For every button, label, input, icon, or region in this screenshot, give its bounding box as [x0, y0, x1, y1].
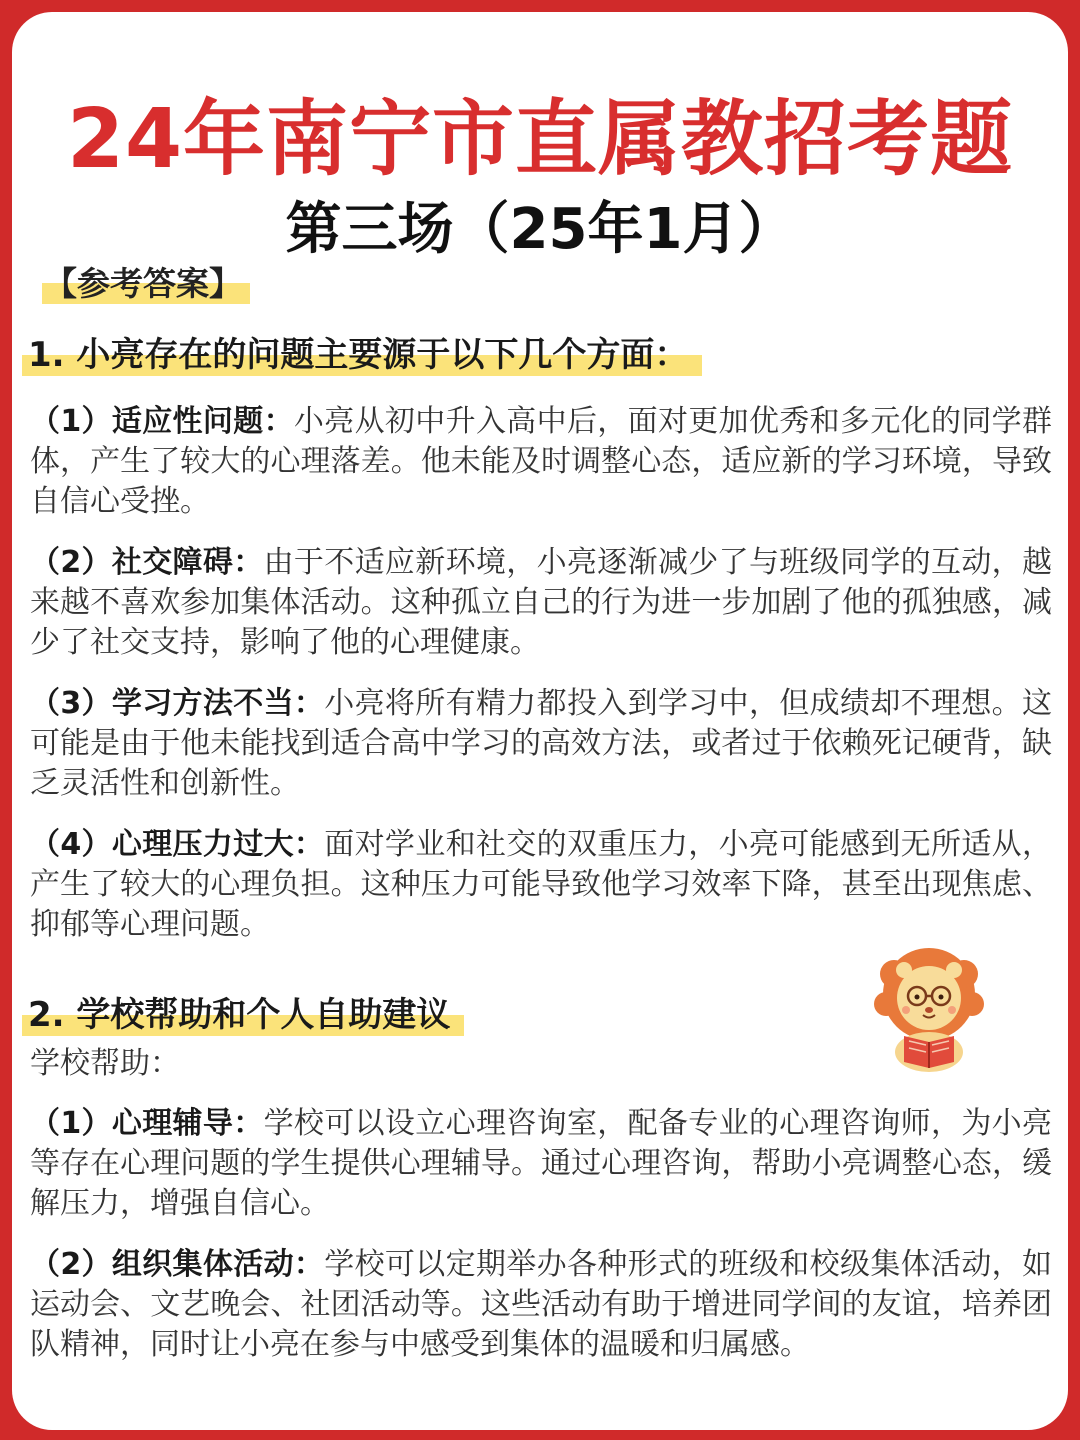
section-1-item-3: [30, 684, 1052, 804]
item-text: 学校可以设立心理咨询室，配备专业的心理咨询师，为小亮等存在心理问题的学生提供心理辅导。通过心理咨询，帮助小亮调整心态，缓解压力，增强自信心。: [30, 1106, 1053, 1221]
item-text: 小亮从初中升入高中后，面对更加优秀和多元化的同学群体，产生了较大的心理落差。他未能及时调整心态，适应新的学习环境，导致自信心受挫。: [30, 404, 1053, 519]
section-1-heading: 1. 小亮存在的问题主要源于以下几个方面：: [22, 330, 702, 380]
reference-answer-tag: 【参考答案】: [42, 260, 250, 308]
section-1-item-2: [30, 543, 1052, 663]
item-text: 学校可以定期举办各种形式的班级和校级集体活动，如运动会、文艺晚会、社团活动等。这些活动有助于增进同学间的友谊，培养团队精神，同时让小亮在参与中感受到集体的温暖和归属感。: [30, 1247, 1053, 1362]
item-lead: （2）社交障碍：: [30, 545, 264, 580]
school-help-intro: 学校帮助：: [30, 1046, 180, 1081]
item-lead: （3）学习方法不当：: [30, 686, 325, 721]
item-text: 由于不适应新环境，小亮逐渐减少了与班级同学的互动，越来越不喜欢参加集体活动。这种孤立自己的行为进一步加剧了他的孤独感，减少了社交支持，影响了他的心理健康。: [30, 545, 1053, 660]
content-card: [12, 12, 1068, 1430]
item-lead: （1）心理辅导：: [30, 1106, 264, 1141]
page-subtitle: 第三场（25年1月）: [285, 197, 795, 262]
section-2-item-1: [30, 1104, 1052, 1224]
section-1-item-4: [30, 825, 1052, 945]
item-text: 小亮将所有精力都投入到学习中，但成绩却不理想。这可能是由于他未能找到适合高中学习的高效方法，或者过于依赖死记硬背，缺乏灵活性和创新性。: [30, 686, 1053, 801]
item-lead: （2）组织集体活动：: [30, 1247, 325, 1282]
item-lead: （1）适应性问题：: [30, 404, 294, 439]
item-lead: （4）心理压力过大：: [30, 827, 325, 862]
lion-reading-book-icon: [874, 944, 984, 1074]
section-2-item-2: [30, 1245, 1052, 1365]
section-2-heading: 2. 学校帮助和个人自助建议: [22, 990, 464, 1040]
item-text: 面对学业和社交的双重压力，小亮可能感到无所适从，产生了较大的心理负担。这种压力可能导致他学习效率下降，甚至出现焦虑、抑郁等心理问题。: [30, 827, 1053, 942]
page-title: 24年南宁市直属教招考题: [66, 92, 1014, 187]
section-1-item-1: [30, 402, 1052, 522]
